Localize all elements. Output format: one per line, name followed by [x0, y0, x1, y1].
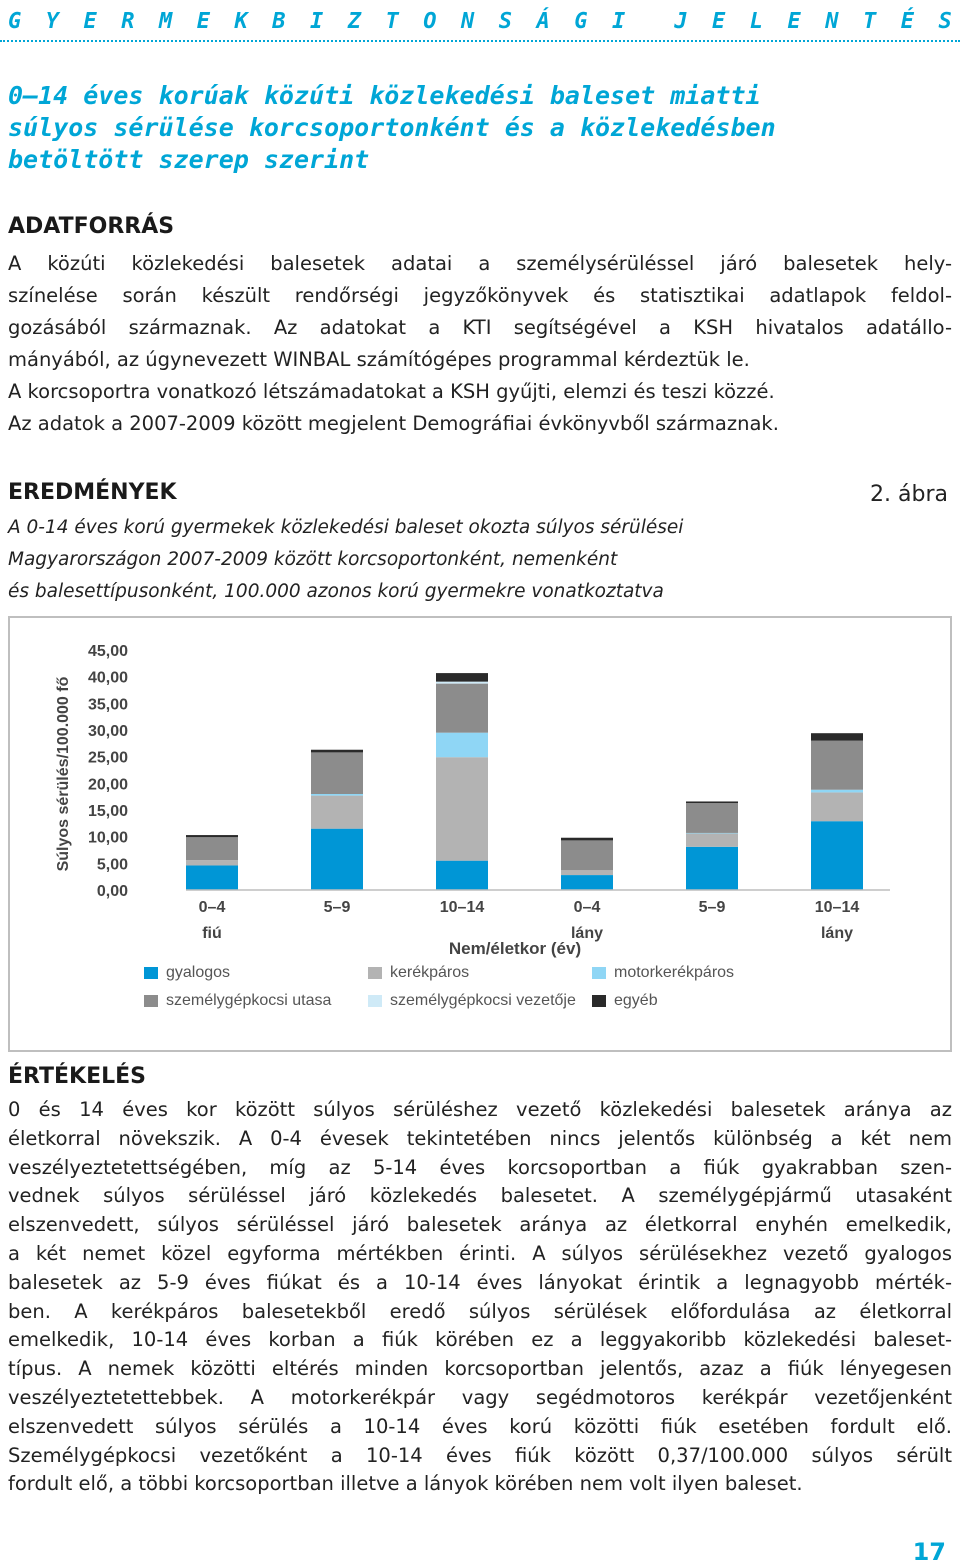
text-line: Az adatok a 2007-2009 között megjelent Demográfiai évkönyvből származnak.	[8, 412, 779, 435]
text-line: A korcsoportra vonatkozó létszámadatokat a KSH gyűjti, elemzi és teszi közzé.	[8, 380, 775, 403]
caption-line: Magyarországon 2007-2009 között korcsoportonként, nemenként	[8, 549, 618, 570]
text-line: ben. A kerékpáros balesetekből eredő súlyos sérülések előfordulása az életkorral	[8, 1299, 952, 1323]
title-line: 0–14 éves korúak közúti közlekedési baleset miatti	[8, 81, 761, 110]
bar-segment	[686, 803, 738, 833]
bar-segment	[311, 829, 363, 890]
bar-segment	[811, 733, 863, 740]
text-line: elszenvedett súlyos sérülés a 10-14 éves korú közötti fiúk esetében fordult elő.	[8, 1414, 952, 1438]
bar-segment	[436, 861, 488, 890]
chart-legend	[144, 964, 844, 1024]
header-divider	[0, 40, 960, 42]
caption-line: A 0-14 éves korú gyermekek közlekedési baleset okozta súlyos sérülései	[8, 517, 684, 538]
text-line: színelése során készült rendőrségi jegyzőkönyvek és statisztikai adatlapok feldol-	[8, 284, 952, 307]
text-line: vednek súlyos sérüléssel járó közlekedés balesetet. A személygépjármű utasaként	[8, 1184, 952, 1208]
bar-segment	[311, 796, 363, 829]
page-title	[8, 80, 908, 176]
text-line: Személygépkocsi vezetőként a 10-14 éves fiúk között 0,37/100.000 súlyos sérült	[8, 1443, 952, 1467]
header-letter: I	[612, 8, 626, 34]
y-tick-label: 30,00	[87, 723, 128, 740]
header-letter: Á	[536, 8, 550, 34]
text-line: veszélyeztetettségében, míg az 5-14 éves korcsoportban a fiúk gyakrabban szen-	[8, 1155, 952, 1179]
legend-label: gyalogos	[166, 964, 231, 981]
legend-item	[144, 992, 331, 1010]
running-header	[8, 6, 952, 36]
text-line: mányából, az úgynevezett WINBAL számítógépes programmal kérdeztük le.	[8, 348, 750, 371]
x-tick-label: 10–14	[439, 899, 485, 916]
legend-label: személygépkocsi utasa	[166, 992, 332, 1009]
text-line: a két nemet közel egyforma mértékben érinti. A súlyos sérülésekhez vezető gyalogos	[8, 1241, 952, 1265]
group-label: lány	[820, 925, 854, 942]
header-letter: B	[272, 8, 286, 34]
y-tick-label: 0,00	[96, 883, 128, 900]
figure-number: 2. ábra	[870, 482, 948, 507]
x-tick-label: 0–4	[198, 899, 226, 916]
text-line: emelkedik, 10-14 éves korban a fiúk körében ez a leggyakoribb közlekedési baleset-	[8, 1328, 952, 1352]
bar-segment	[436, 757, 488, 860]
bar-segment	[561, 870, 613, 875]
bar-segment	[186, 865, 238, 890]
y-tick-label: 5,00	[96, 856, 128, 874]
header-letter: L	[749, 8, 763, 34]
bar-segment	[311, 750, 363, 753]
x-tick-label: 5–9	[323, 899, 351, 916]
header-letter: J	[674, 8, 688, 34]
title-line: betöltött szerep szerint	[8, 145, 370, 174]
bar-segment	[561, 840, 613, 870]
text-line: gozásából származnak. Az adatokat a KTI segítségével a KSH hivatalos adatállo-	[8, 316, 952, 339]
bar-segment	[436, 682, 488, 684]
legend-swatch	[144, 967, 158, 979]
legend-swatch	[144, 995, 158, 1007]
legend-label: egyéb	[614, 992, 658, 1009]
heading-eredmenyek: EREDMÉNYEK	[8, 480, 177, 505]
header-letter: E	[83, 8, 97, 34]
header-letter: K	[234, 8, 248, 34]
bar-segment	[436, 733, 488, 758]
text-line: A közúti közlekedési balesetek adatai a személysérüléssel járó balesetek hely-	[8, 252, 952, 275]
legend-swatch	[592, 967, 606, 979]
header-letter: G	[574, 8, 588, 34]
bar-segment	[311, 794, 363, 796]
legend-item	[368, 992, 576, 1010]
legend-label: motorkerékpáros	[614, 964, 735, 981]
bar-segment	[686, 801, 738, 803]
x-axis-label: Nem/életkor (év)	[448, 939, 582, 958]
bar-segment	[186, 837, 238, 860]
figure-caption	[8, 512, 808, 608]
y-tick-label: 45,00	[87, 643, 128, 660]
bar-segment	[186, 860, 238, 865]
y-tick-label: 15,00	[87, 803, 128, 820]
bar-segment	[811, 790, 863, 793]
header-letter: T	[385, 8, 399, 34]
bar-segment	[811, 792, 863, 821]
legend-swatch	[368, 995, 382, 1007]
bar-segment	[686, 833, 738, 846]
header-letter: M	[159, 8, 173, 34]
text-line: veszélyeztetettebbek. A motorkerékpár vagy segédmotoros kerékpár vezetőjenként	[8, 1385, 952, 1409]
header-letter: N	[825, 8, 839, 34]
header-letter: G	[8, 8, 22, 34]
x-tick-label: 5–9	[698, 899, 726, 916]
header-letter: S	[938, 8, 952, 34]
legend-label: kerékpáros	[390, 964, 470, 981]
bar-segment	[436, 673, 488, 682]
legend-swatch	[592, 995, 606, 1007]
y-tick-label: 40,00	[87, 669, 128, 687]
header-letter: N	[461, 8, 475, 34]
title-line: súlyos sérülése korcsoportonként és a közlekedésben	[8, 113, 776, 142]
heading-ertekeles: ÉRTÉKELÉS	[8, 1064, 146, 1089]
legend-item	[368, 964, 469, 982]
bar-segment	[686, 847, 738, 890]
paragraph-adatforras	[8, 248, 952, 440]
header-letter: E	[787, 8, 801, 34]
text-line: fordult elő, a többi korcsoportban illetve a lányok körében nem volt ilyen baleset.	[8, 1472, 803, 1496]
text-line: 0 és 14 éves kor között súlyos sérüléshez vezető közlekedési balesetek aránya az	[8, 1098, 952, 1121]
legend-item	[144, 964, 230, 982]
y-tick-label: 25,00	[87, 749, 128, 767]
group-label: lány	[570, 925, 604, 942]
bar-segment	[811, 821, 863, 890]
bar-segment	[436, 684, 488, 733]
heading-adatforras: ADATFORRÁS	[8, 214, 175, 239]
paragraph-ertekeles	[8, 1096, 952, 1499]
header-letter: Z	[347, 8, 361, 34]
page-number: 17	[912, 1538, 946, 1566]
text-line: elszenvedett, súlyos sérüléssel járó balesetek aránya az életkorral enyhén emelkedik,	[8, 1213, 952, 1237]
header-letter: E	[712, 8, 726, 34]
text-line: típus. A nemek közötti eltérés minden korcsoportban jelentős, azaz a fiúk lényegesen	[8, 1357, 952, 1381]
header-letter: O	[423, 8, 437, 34]
header-letter: T	[863, 8, 877, 34]
bar-segment	[186, 835, 238, 837]
legend-label: személygépkocsi vezetője	[390, 992, 576, 1009]
header-letter: É	[900, 8, 914, 34]
y-tick-label: 35,00	[87, 696, 128, 714]
text-line: életkorral növekszik. A 0-4 évesek tekintetében nincs jelentős különbség a két nem	[8, 1126, 952, 1150]
header-letter: E	[196, 8, 210, 34]
bar-segment	[311, 752, 363, 794]
bar-segment	[811, 741, 863, 790]
y-tick-label: 20,00	[87, 776, 128, 794]
legend-item	[592, 992, 658, 1010]
header-letter: S	[498, 8, 512, 34]
x-tick-label: 0–4	[573, 899, 601, 916]
header-letter: Y	[45, 8, 59, 34]
x-tick-label: 10–14	[814, 899, 860, 916]
bar-segment	[561, 875, 613, 890]
bar-segment	[686, 833, 738, 834]
legend-swatch	[368, 967, 382, 979]
caption-line: és balesettípusonként, 100.000 azonos korú gyermekre vonatkoztatva	[8, 581, 664, 602]
header-letter: R	[121, 8, 135, 34]
bar-segment	[561, 838, 613, 841]
group-label: fiú	[202, 925, 222, 942]
header-letter: I	[310, 8, 324, 34]
y-tick-label: 10,00	[87, 829, 128, 847]
legend-item	[592, 964, 734, 982]
text-line: balesetek az 5-9 éves fiúkat és a 10-14 éves lányokat érintik a legnagyobb mérték-	[8, 1270, 952, 1294]
y-axis-label: Súlyos sérülés/100.000 fő	[55, 676, 72, 872]
